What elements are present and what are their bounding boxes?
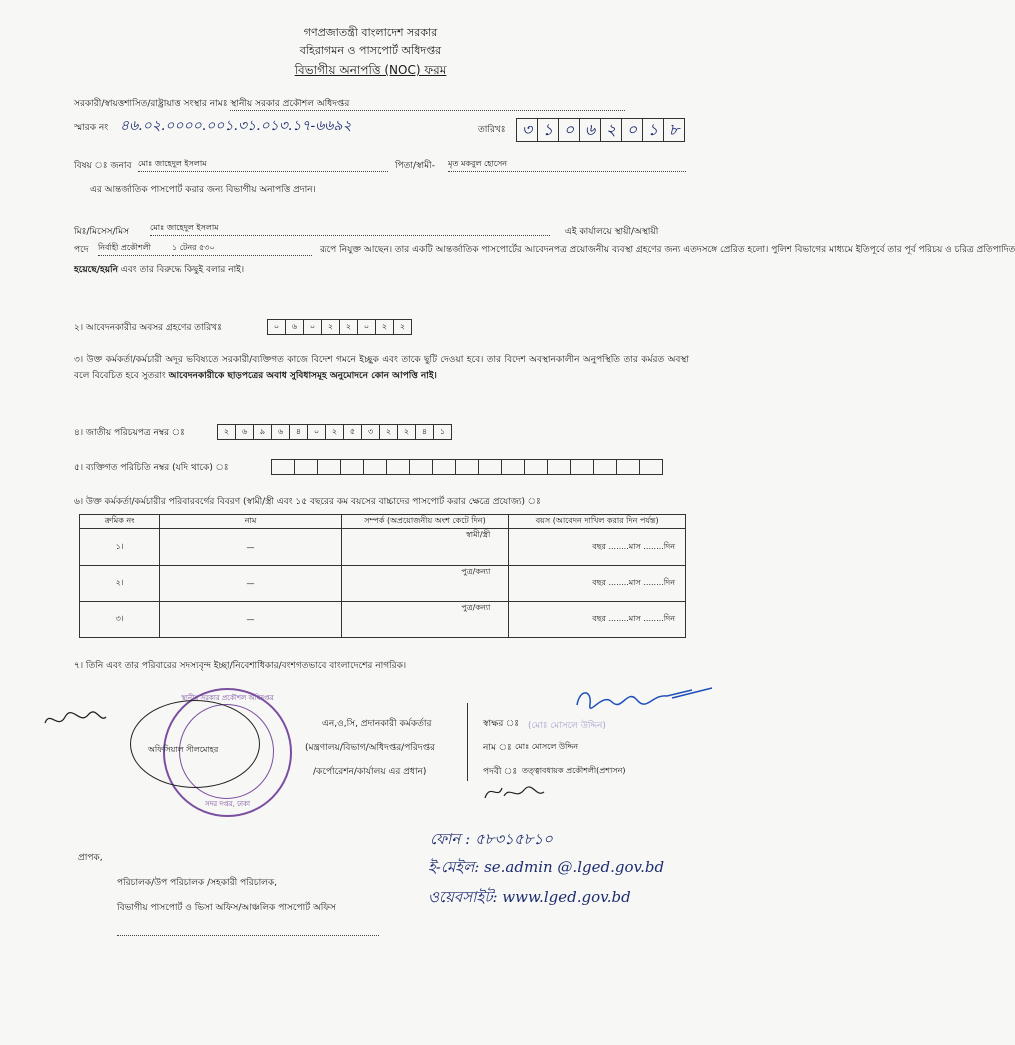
personal-id-box	[317, 459, 341, 475]
designation-label: পদবী ঃ	[483, 767, 518, 777]
personal-id-boxes	[272, 459, 663, 475]
designation-value: তত্ত্বাবধায়ক প্রকৌশলী(প্রশাসন)	[522, 766, 626, 775]
nid-digit: ৪	[415, 424, 434, 440]
personal-id-box	[524, 459, 548, 475]
issuer-divider	[467, 703, 468, 781]
nid-digit: ৬	[235, 424, 254, 440]
personal-id-box	[639, 459, 663, 475]
nid-boxes	[218, 424, 452, 440]
item5-label: ৫। ব্যক্তিগত পরিচিতি নম্বর (যদি থাকে) ঃ	[74, 463, 229, 473]
name-value: মোঃ মোসলে উদ্দিন	[515, 742, 579, 751]
date-digit: ১	[537, 118, 559, 142]
nid-digit: ২	[325, 424, 344, 440]
personal-id-box	[593, 459, 617, 475]
row-serial: ২।	[80, 566, 160, 602]
retire-digit: ২	[321, 319, 340, 335]
header-line-2: বহিরাগমন ও পাসপোর্ট অধিদপ্তর	[299, 44, 442, 57]
col-age: বয়স (আবেদন দাখিল করার দিন পর্যন্ত)	[509, 515, 686, 529]
stamp-bottom: সদর দপ্তর, ঢাকা	[204, 800, 251, 808]
issuer-line1: এন,ও,সি, প্রদানকারী কর্মকর্তার	[322, 719, 432, 729]
nid-digit: ৯	[253, 424, 272, 440]
personal-id-box	[432, 459, 456, 475]
date-digit: ০	[621, 118, 643, 142]
grade-value: ১ টেনর ৫৩০	[172, 242, 312, 256]
personal-id-box	[271, 459, 295, 475]
memo-date-label: তারিখঃ	[478, 125, 506, 135]
date-digit: ৮	[663, 118, 685, 142]
retire-digit: ২	[393, 319, 412, 335]
father-label: পিতা/স্বামী-	[395, 161, 435, 171]
para1-body	[74, 262, 689, 279]
memo-value: ৪৬.০২.০০০০.০০১.৩১.০১৩.১৭-৬৬৯২	[120, 118, 352, 134]
retire-digit: ০	[357, 319, 376, 335]
subject-line2: এর আন্তর্জাতিক পাসপোর্ট করার জন্য বিভাগীয় অনাপত্তি প্রদান।	[90, 185, 316, 195]
item3-text	[74, 352, 689, 384]
personal-id-box	[547, 459, 571, 475]
row-serial: ৩।	[80, 602, 160, 638]
row-age: বছর ........মাস ........দিন	[509, 529, 686, 566]
nid-digit: ৩	[361, 424, 380, 440]
row-name: —	[160, 529, 341, 566]
employee-name: মোঃ জাহেদুল ইসলাম	[150, 222, 550, 236]
issuer-signature	[572, 680, 722, 720]
sign-label: স্বাক্ষর ঃ	[483, 719, 520, 729]
personal-id-box	[570, 459, 594, 475]
row-relation: পুত্র/কন্যা	[341, 602, 509, 638]
personal-id-box	[294, 459, 318, 475]
office-status: এই কার্যালয়ে স্থায়ী/অস্থায়ী	[565, 227, 659, 237]
org-label: সরকারী/স্বায়ত্তশাসিত/রাষ্ট্রায়াত্ত সংস্থার নামঃ	[74, 99, 228, 109]
recipient-address-line	[117, 934, 379, 936]
recipient-label: প্রাপক,	[78, 853, 103, 863]
post-label: পদে	[74, 245, 89, 255]
nid-digit: ২	[217, 424, 236, 440]
family-table	[79, 514, 686, 638]
nid-digit: ৫	[343, 424, 362, 440]
header-line-1: গণপ্রজাতন্ত্রী বাংলাদেশ সরকার	[303, 26, 438, 39]
item3-body: ৩। উক্ত কর্মকর্তা/কর্মচারী অদূর ভবিষ্যতে সরকারী/ব্যক্তিগত কাজে বিদেশ গমনে ইচ্ছুক এবং তাকে ছুটি দেওয়া হবে। তার বিদেশ অবস্থানকালীন অনুপস্থিতি তার কর্মরত অবস্থা বলে বিবেচিত হবে সুতরাং	[74, 355, 689, 381]
item3-bold: আবেদনকারীকে ছাড়পত্রের অবাধ সুবিধাসমূহ অনুমোদনে কোন আপত্তি নাই।	[168, 371, 437, 381]
nid-digit: ২	[379, 424, 398, 440]
nid-digit: ২	[397, 424, 416, 440]
row-age: বছর ........মাস ........দিন	[509, 602, 686, 638]
nid-digit: ০	[307, 424, 326, 440]
form-title: বিভাগীয় অনাপত্তি (NOC) ফরম	[294, 63, 447, 77]
para1-rest-line1	[320, 244, 1015, 257]
issuer-line3: /কর্পোরেশন/কার্যালয় এর প্রধান)	[313, 767, 427, 777]
date-digit: ৩	[516, 118, 538, 142]
row-relation: পুত্র/কন্যা	[341, 566, 509, 602]
retire-digit: ২	[375, 319, 394, 335]
nid-digit: ৪	[289, 424, 308, 440]
col-serial: ক্রমিক নং	[80, 515, 160, 529]
initials	[480, 778, 550, 808]
personal-id-box	[455, 459, 479, 475]
contact-web: ওয়েবসাইট: www.lged.gov.bd	[428, 888, 631, 906]
para1-rest-text: রূপে নিযুক্ত আছেন। তার একটি আন্তর্জাতিক পাসপোর্টের আবেদনপত্র প্রয়োজনীয় ব্যবস্থা গ্রহণের জন্য এতদসঙ্গে প্রেরিত হলো। পুলিশ বিভাগের মাধ্যমে ইতিপূর্বে তার পূর্ব পরিচয় ও চরিত্র প্রতিপাদিত	[320, 245, 1015, 255]
memo-date-boxes	[517, 118, 685, 142]
para1-end: এবং তার বিরুদ্ধে কিছুই বলার নাই।	[120, 265, 245, 275]
row-age: বছর ........মাস ........দিন	[509, 566, 686, 602]
left-signature	[40, 705, 110, 735]
row-serial: ১।	[80, 529, 160, 566]
retire-digit: ২	[339, 319, 358, 335]
row-name: —	[160, 602, 341, 638]
personal-id-box	[409, 459, 433, 475]
nid-digit: ৬	[271, 424, 290, 440]
para1-bold: হয়েছে/হয়নি	[74, 265, 118, 275]
contact-phone: ফোন : ৫৮৩১৫৮১০	[430, 830, 553, 848]
subject-label: বিষয় ঃ জনাব	[74, 161, 132, 171]
org-line	[74, 98, 689, 111]
retire-digit: ৬	[285, 319, 304, 335]
salutation: মিঃ/মিসেস/মিস	[74, 227, 130, 237]
table-row	[80, 566, 686, 602]
issuer-line2: (মন্ত্রণালয়/বিভাগ/অধিদপ্তর/পরিদপ্তর	[305, 743, 435, 753]
item6-label: ৬। উক্ত কর্মকর্তা/কর্মচারীর পরিবারবর্গের বিবরণ (স্বামী/স্ত্রী এবং ১৫ বছরের কম বয়সের বাচ্চাদের পাসপোর্ট করার ক্ষেত্রে প্রযোজ্য) ঃ	[74, 497, 541, 507]
retirement-date-boxes	[268, 319, 412, 335]
post-value: নির্বাহী প্রকৌশলী	[98, 242, 170, 256]
stamp-name: (মোঃ মোসলে উদ্দিন)	[528, 721, 606, 731]
row-name: —	[160, 566, 341, 602]
item2-label: ২। আবেদনকারীর অবসর গ্রহণের তারিখঃ	[74, 323, 222, 333]
official-seal-label: অফিসিয়াল সীলমোহর	[148, 745, 219, 754]
name-label: নাম ঃ	[483, 743, 512, 753]
table-row	[80, 602, 686, 638]
family-table-header	[80, 515, 686, 529]
memo-label: স্মারক নং	[74, 123, 109, 133]
table-row	[80, 529, 686, 566]
recipient-line1: পরিচালক/উপ পরিচালক /সহকারী পরিচালক,	[117, 878, 278, 888]
date-digit: ১	[642, 118, 664, 142]
contact-email: ই-মেইল: se.admin @.lged.gov.bd	[428, 858, 665, 876]
date-digit: ০	[558, 118, 580, 142]
retire-digit: ০	[267, 319, 286, 335]
personal-id-box	[478, 459, 502, 475]
recipient-line2: বিভাগীয় পাসপোর্ট ও ভিসা অফিস/আঞ্চলিক পাসপোর্ট অফিস	[117, 903, 336, 913]
col-name: নাম	[160, 515, 341, 529]
personal-id-box	[340, 459, 364, 475]
personal-id-box	[386, 459, 410, 475]
stamp-text: স্থানীয় সরকার প্রকৌশল অধিদপ্তর	[181, 694, 274, 702]
date-digit: ৬	[579, 118, 601, 142]
retire-digit: ০	[303, 319, 322, 335]
row-relation: স্বামী/স্ত্রী	[341, 529, 509, 566]
personal-id-box	[501, 459, 525, 475]
nid-digit: ১	[433, 424, 452, 440]
subject-name: মোঃ জাহেদুল ইসলাম	[138, 158, 388, 172]
personal-id-box	[616, 459, 640, 475]
father-value: মৃত মকবুল হোসেন	[448, 158, 686, 172]
item4-label: ৪। জাতীয় পরিচয়পত্র নম্বর ঃ	[74, 428, 185, 438]
org-value: স্থানীয় সরকার প্রকৌশল অধিদপ্তর	[230, 98, 625, 111]
personal-id-box	[363, 459, 387, 475]
col-relation: সম্পর্ক (অপ্রয়োজনীয় অংশ কেটে দিন)	[341, 515, 509, 529]
item7-text: ৭। তিনি এবং তার পরিবারের সদস্যবৃন্দ ইচ্ছা/নিবেশাধিকার/বংশগতভাবে বাংলাদেশের নাগরিক।	[74, 661, 407, 671]
date-digit: ২	[600, 118, 622, 142]
